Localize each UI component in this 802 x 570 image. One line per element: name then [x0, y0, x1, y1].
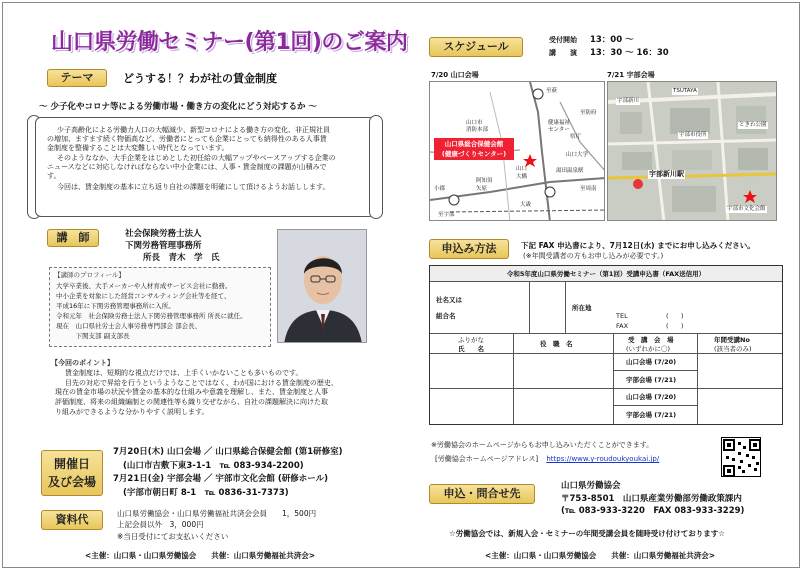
fee-details	[117, 509, 316, 541]
venue-label	[41, 450, 103, 496]
schedule-label: スケジュール	[429, 37, 523, 57]
venue-line: (山口市吉敷下東3-1-1 ℡ 083-934-2200)	[123, 460, 304, 471]
form-company-label2: 組合名	[436, 312, 456, 320]
portrait-illustration	[278, 230, 367, 343]
form-venue-col2: (いずれかに〇)	[626, 345, 671, 353]
map-label: 宇部市役所	[679, 132, 707, 138]
fee-label: 資料代	[41, 510, 103, 530]
map-yamaguchi	[429, 81, 605, 221]
intro-line: す。	[47, 172, 61, 181]
web-address-row	[435, 455, 659, 464]
profile-line: 現在 山口県社労士会人事労務専門部会 部会長、	[56, 322, 202, 330]
contact-phone: (℡ 083-933-3220 FAX 083-933-3229)	[561, 506, 745, 517]
contact-details	[561, 481, 744, 517]
form-member-header	[698, 334, 782, 354]
venue-line: 7月20日(木) 山口会場 ／ 山口県総合保健会館 (第1研修室)	[113, 447, 343, 457]
map-label: 山口大学	[566, 152, 589, 158]
map-label: 大歳	[520, 202, 532, 208]
map-label: 小郡	[434, 186, 446, 192]
map-label: 阿知須	[476, 178, 493, 184]
venue-line: (宇部市朝日町 8-1 ℡ 0836-31-7373)	[123, 487, 289, 498]
points-line: 目先の対応で昇給を行うというようなことではなく、わが国における賃金制度の歴史、	[65, 378, 338, 387]
map-ube	[607, 81, 777, 221]
form-name-input[interactable]	[430, 389, 514, 424]
fee-line: ※当日受付にてお支払いください	[117, 531, 229, 541]
points-line: 評価制度、将来の組織編制との関連性等も織り交ぜながら、自社の課題解決に向けた取	[55, 398, 328, 407]
form-name-label: 氏 名	[458, 345, 484, 353]
form-company-input[interactable]	[530, 282, 566, 334]
points-line: 賃金制度は、短期的な視点だけでは、上手くいかないことも多いものです。	[65, 368, 303, 377]
form-venue-option: 山口会場 (7/20)	[626, 393, 677, 401]
lecturer-org1: 社会保険労務士法人	[125, 229, 202, 239]
form-venue-choice[interactable]	[614, 406, 698, 424]
qr-code[interactable]	[721, 437, 761, 477]
apply-note: (※年間受講者の方もお申し込みが必要です。)	[523, 252, 664, 260]
contact-org: 山口県労働協会	[561, 481, 621, 491]
map-label: 至宇部	[438, 212, 455, 218]
apply-text: 下記 FAX 申込書により、7月12日(水) までにお申し込みください。	[521, 241, 755, 250]
map-left-caption: 7/20 山口会場	[431, 71, 479, 79]
profile-line: 令和元年 社会保険労務士法人下関労務管理事務所 所長に就任。	[56, 312, 247, 320]
form-header	[430, 266, 782, 282]
form-address-cell[interactable]	[566, 282, 782, 334]
theme-label: テーマ	[47, 69, 107, 87]
form-position-header	[514, 334, 614, 354]
map-label: 山口市	[466, 120, 483, 126]
apply-label: 申込み方法	[429, 239, 509, 259]
footer-left: <主催：山口県・山口県労働協会 共催：山口県労働福祉共済会>	[85, 551, 316, 560]
contact-label: 申込・問合せ先	[429, 484, 535, 504]
points-title: 【今回のポイント】	[51, 359, 114, 367]
map-station-label: 宇部新川駅	[649, 170, 684, 178]
form-company-label-cell	[430, 282, 530, 334]
intro-text	[47, 126, 336, 193]
form-member-input[interactable]	[698, 389, 782, 424]
web-note: ※労働協会のホームページからもお申し込みいただくことができます。	[431, 441, 654, 449]
web-address-link[interactable]: https://www.y-roudoukyoukai.jp/	[546, 455, 660, 463]
theme-subtitle: ～ 少子化やコロナ等による労働市場・働き方の変化にどう対応するか ～	[39, 102, 317, 112]
venue-line: 7月21日(金) 宇部会場 ／ 宇部市文化会館 (研修ホール)	[113, 474, 328, 485]
points-line: 現在の賃金市場の状況や賃金の基本的な仕組みや意義を理解し、また、賃金制度と人事	[55, 388, 328, 397]
lecturer-label: 講 師	[47, 229, 99, 247]
schedule-details	[549, 35, 669, 58]
form-member-input[interactable]	[698, 354, 782, 389]
map-label: 県庁	[570, 134, 582, 140]
venue-label-line2: 及び会場	[47, 475, 96, 489]
intro-line: そのようななか、大手企業をはじめとした初任給の大幅アップやベースアップする企業の	[57, 153, 336, 162]
form-furigana-label: ふりがな	[458, 336, 484, 344]
contact-address: 〒753-8501 山口県産業労働部労働政策課内	[561, 493, 742, 504]
form-tel-label: TEL	[616, 312, 628, 320]
member-note: ☆労働協会では、新規入会・セミナーの年間受講会員を随時受け付けております☆	[449, 529, 725, 538]
flyer-page	[2, 2, 800, 568]
theme-text: どうする！？わが社の賃金制度	[123, 72, 277, 85]
map-label: 宇部新川	[617, 98, 640, 104]
form-member-col1: 年間受講No	[714, 336, 750, 344]
form-venue-choice[interactable]	[614, 354, 698, 371]
form-venue-option: 山口会場 (7/20)	[626, 358, 677, 366]
form-address-label: 所在地	[572, 304, 592, 312]
form-venue-choice[interactable]	[614, 389, 698, 406]
map-label: 矢原	[476, 186, 488, 192]
lecturer-photo	[277, 229, 367, 343]
map-label: 宇部市文化会館	[727, 206, 766, 212]
form-fax-paren: ( )	[666, 322, 684, 330]
profile-box	[49, 267, 271, 347]
profile-line: 大学卒業後、大手メーカーや人材育成サービス会社に勤務。	[56, 282, 232, 290]
form-title: 令和5年度山口県労働セミナー（第1回）受講申込書（FAX送信用）	[506, 270, 706, 278]
map-label: 湯田温泉駅	[556, 168, 584, 174]
intro-line: 今回は、賃金制度の基本に立ち返り自社の課題を明確にして頂けるようお話しします。	[57, 183, 330, 192]
scroll-roll-right	[369, 115, 383, 219]
reception-label: 受付開始	[549, 36, 577, 44]
intro-line: ニュースなどに対応しなければならない中小企業には、人事・賃金制度の課題が山積みで	[47, 162, 327, 171]
form-venue-col1: 受 講 会 場	[628, 336, 674, 344]
intro-line: 少子高齢化による労働力人口の大幅減少、新型コロナによる働き方の変化、非正規社員	[57, 126, 330, 134]
form-position-label: 役 職 名	[540, 340, 573, 348]
lecturer-org2: 下関労務管理事務所	[125, 241, 202, 251]
form-venue-option: 宇部会場 (7/21)	[626, 376, 677, 384]
points-section	[51, 359, 338, 418]
lecturer-name: 所長 青木 学 氏	[143, 253, 220, 263]
points-line: り組みができるような分かりやすく説明します。	[55, 407, 209, 416]
map-label: 至萩	[546, 88, 558, 94]
map-label: ときわ公園	[739, 122, 767, 128]
map-target-sub: (健康づくりセンター)	[441, 150, 507, 158]
web-address-prefix: [労働協会ホームページアドレス]	[435, 455, 539, 463]
map-target-highlight	[434, 138, 514, 160]
form-position-input[interactable]	[514, 354, 614, 389]
form-position-input[interactable]	[514, 389, 614, 424]
map-label: 山口	[516, 166, 528, 172]
map-label: センター	[548, 127, 570, 133]
footer-right: <主催：山口県・山口県労働協会 共催：山口県労働福祉共済会>	[485, 551, 716, 560]
intro-line: の増加、ますます続く物価高など、労働者にとっても企業にとっても納得性のある人事賃	[47, 135, 327, 144]
map-label: 至防府	[580, 110, 597, 116]
map-label: 大橋	[516, 174, 528, 180]
profile-line: 下関支部 副支部長	[56, 332, 130, 340]
form-tel-paren: ( )	[666, 312, 684, 320]
map-label: 至周南	[580, 186, 597, 192]
form-venue-choice[interactable]	[614, 371, 698, 389]
venue-label-line1: 開催日	[53, 457, 90, 471]
profile-line: 中小企業を対象にした経営コンサルティング会社等を経て、	[56, 292, 231, 300]
form-venue-header	[614, 334, 698, 354]
lecture-time: 13：30 ～ 16：30	[589, 47, 669, 58]
fee-line: 上記会員以外 3，000円	[117, 520, 204, 530]
venue-details	[113, 447, 343, 499]
intro-line: 金制度を整備することは大変難しい時代となっています。	[47, 144, 229, 153]
form-fax-label: FAX	[616, 322, 629, 330]
map-target-name: 山口県総合保健会館	[444, 140, 504, 148]
reception-time: 13：00 ～	[589, 35, 634, 45]
map-label: 消防本部	[466, 127, 489, 133]
form-name-header	[430, 334, 514, 354]
page-title: 山口県労働セミナー(第1回)のご案内	[51, 30, 408, 55]
map-right-caption: 7/21 宇部会場	[607, 71, 655, 79]
map-label: TSUTAYA	[673, 88, 697, 94]
map-label: 健康福祉	[548, 120, 571, 126]
form-company-label1: 社名又は	[436, 296, 462, 304]
form-member-col2: (該当者のみ)	[714, 345, 752, 353]
profile-line: 平成16年に下関労務管理事務所に入所。	[56, 302, 175, 310]
profile-title: 【講師のプロフィール】	[54, 271, 125, 279]
form-name-input[interactable]	[430, 354, 514, 389]
lecture-label: 講 演	[549, 48, 577, 57]
form-venue-option: 宇部会場 (7/21)	[626, 411, 677, 419]
fee-line: 山口県労働協会・山口県労働福祉共済会会員 1，500円	[117, 509, 317, 518]
qr-code-graphic	[722, 438, 762, 478]
application-form	[429, 265, 783, 425]
